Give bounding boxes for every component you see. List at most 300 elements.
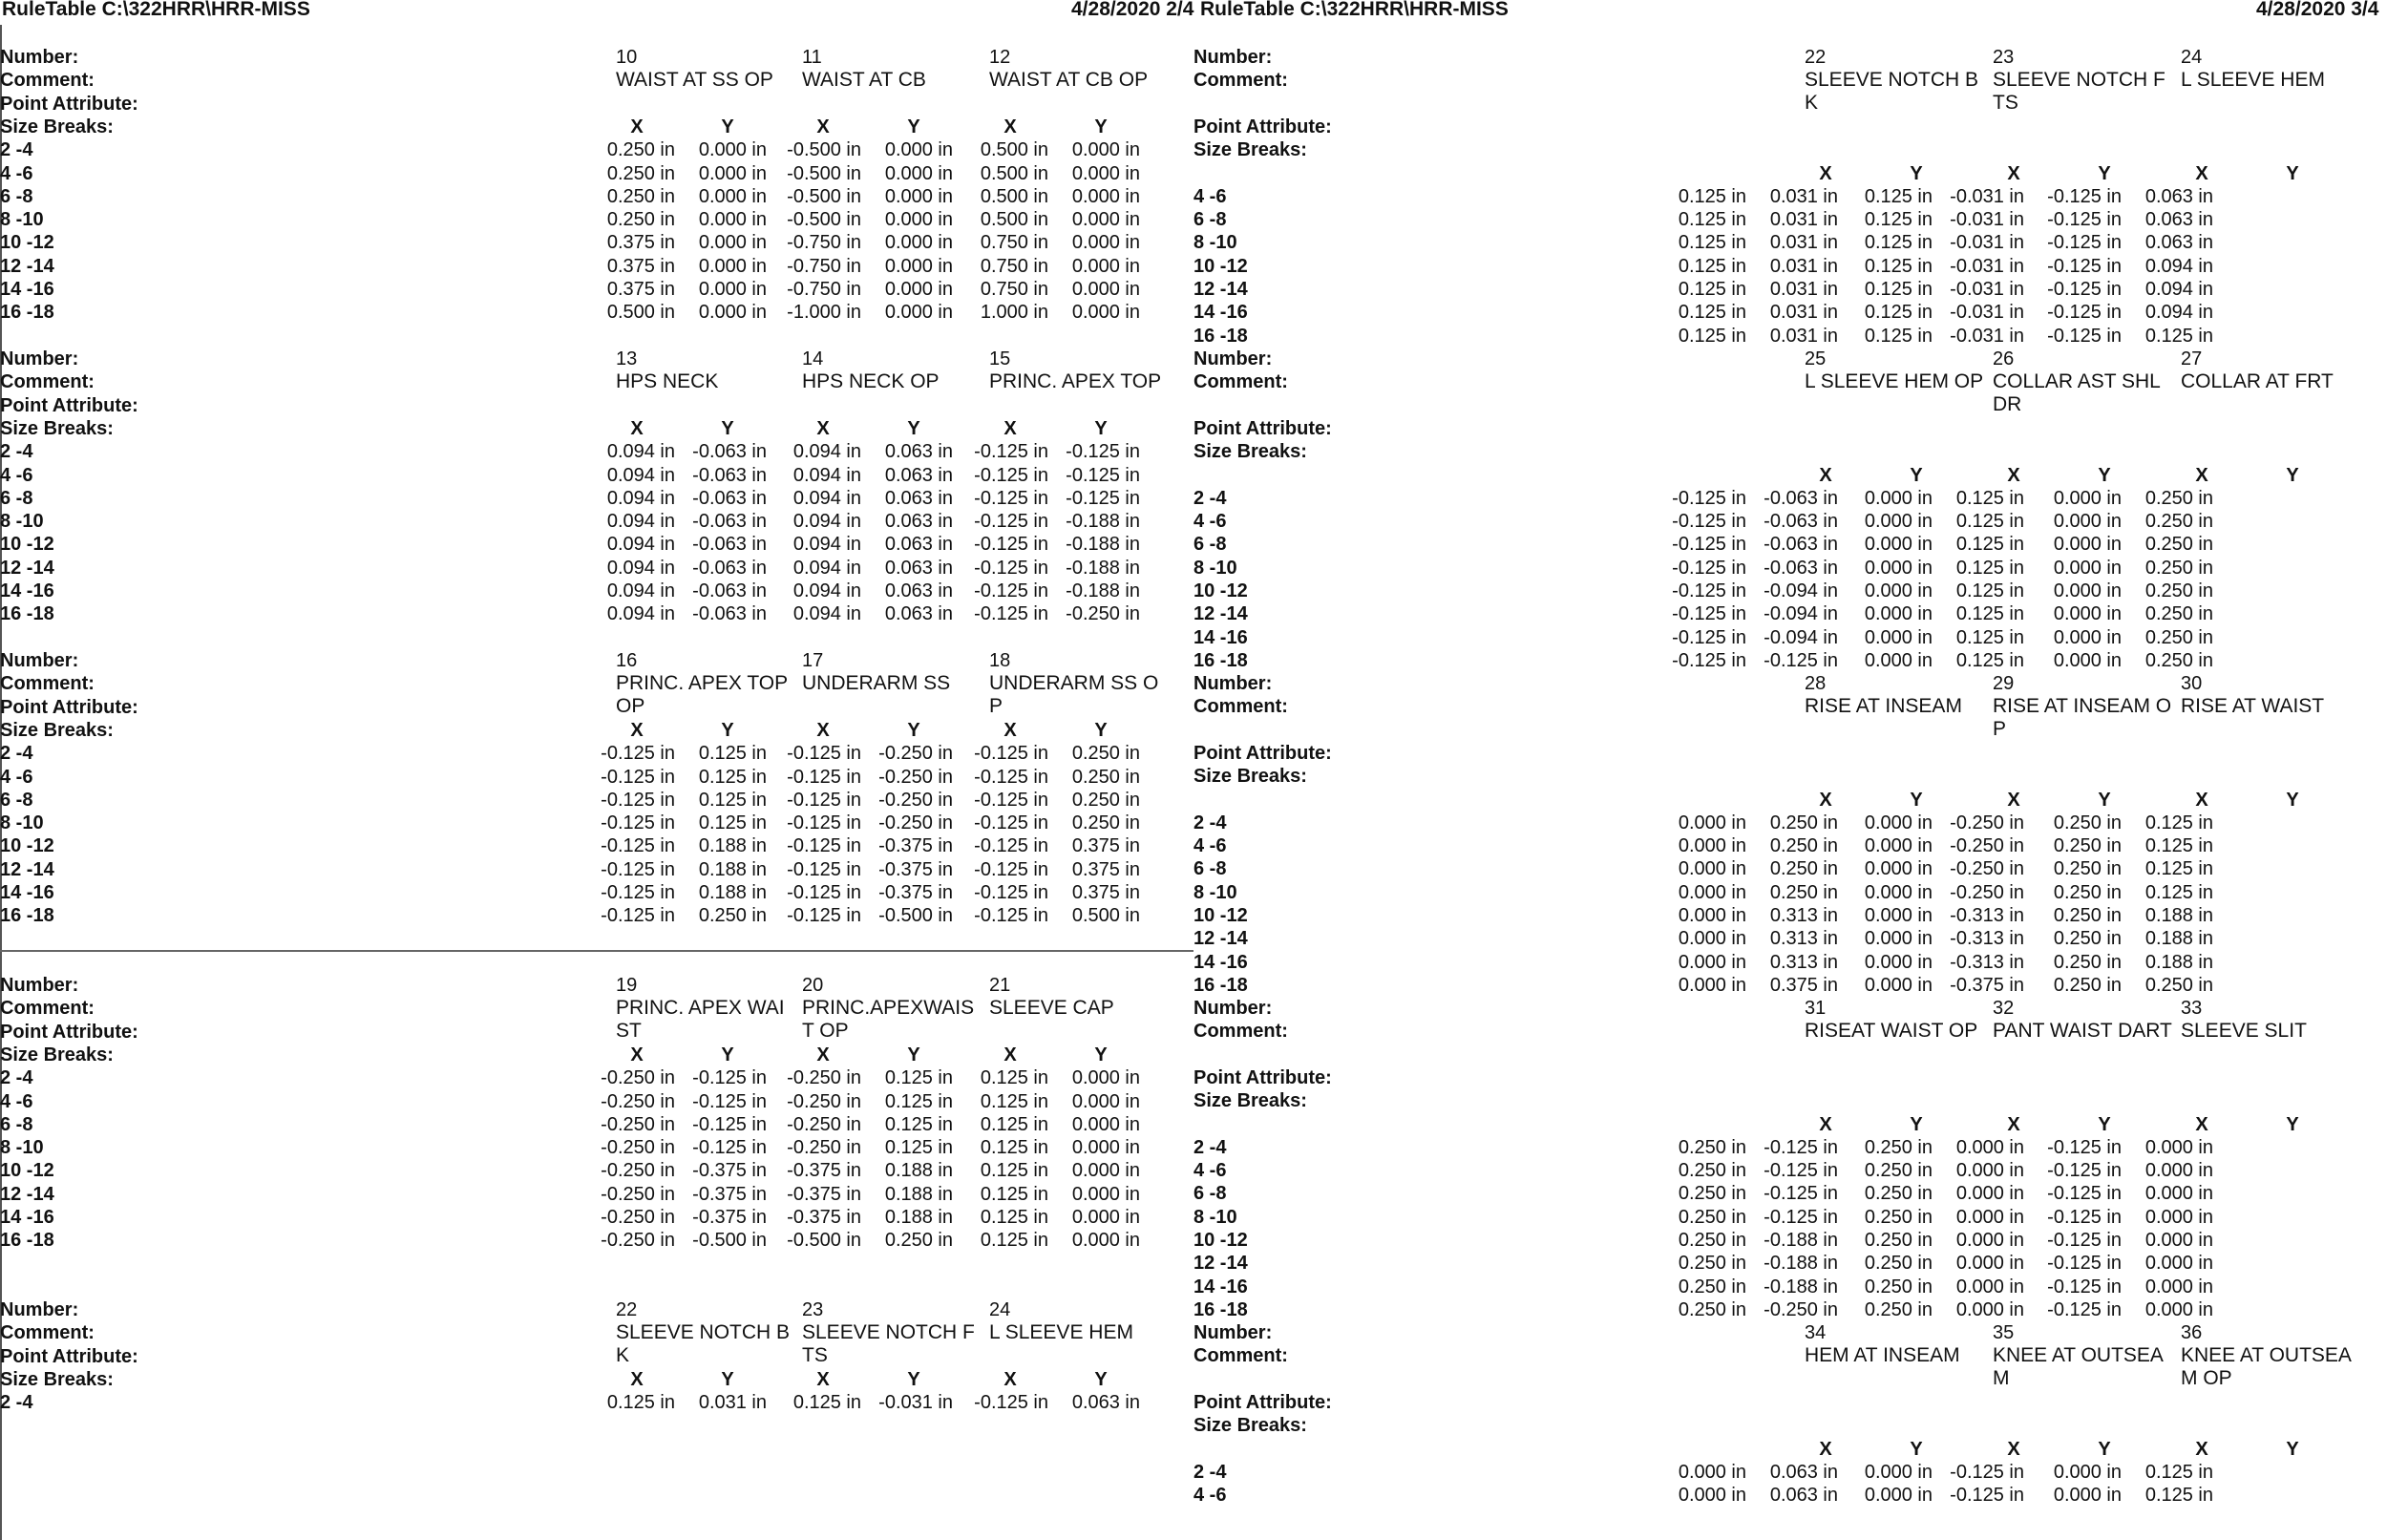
rule-number: 11 — [802, 47, 822, 68]
y-value: 0.000 in — [1071, 1067, 1140, 1089]
y-value: 0.250 in — [2144, 557, 2213, 579]
y-axis-header: Y — [2098, 1438, 2111, 1460]
y-value: 0.000 in — [2144, 1160, 2213, 1182]
x-value: 0.000 in — [1864, 812, 1933, 833]
x-value: 0.000 in — [1864, 603, 1933, 625]
rule-number: 12 — [989, 47, 1011, 68]
x-value: 0.000 in — [1678, 858, 1746, 880]
x-axis-header: X — [1819, 789, 1832, 811]
x-value: 0.000 in — [1864, 626, 1933, 648]
number-label: Number: — [0, 1299, 79, 1320]
y-axis-header: Y — [721, 417, 734, 439]
y-value: -0.125 in — [1764, 649, 1838, 671]
x-value: 0.750 in — [980, 232, 1048, 254]
y-value: 0.000 in — [2144, 1276, 2213, 1297]
x-value: 0.094 in — [792, 441, 861, 463]
x-value: 0.000 in — [2053, 649, 2122, 671]
size-break-label: 4 -6 — [1194, 1485, 1227, 1507]
x-value: 0.094 in — [792, 557, 861, 579]
y-value: -0.125 in — [1066, 441, 1140, 463]
y-value: -0.031 in — [1950, 209, 2024, 231]
x-value: 0.000 in — [1864, 557, 1933, 579]
x-value: 0.094 in — [792, 511, 861, 533]
size-break-label: 14 -16 — [0, 882, 54, 903]
x-value: -0.125 in — [2047, 185, 2122, 207]
rule-number: 23 — [802, 1299, 824, 1320]
size-break-label: 2 -4 — [1194, 487, 1227, 509]
y-value: 0.125 in — [1955, 534, 2024, 556]
x-value: 0.000 in — [1864, 881, 1933, 903]
x-value: -0.250 in — [601, 1160, 675, 1182]
x-value: 0.000 in — [2053, 580, 2122, 601]
x-value: -0.125 in — [2047, 232, 2122, 254]
y-value: -0.250 in — [1950, 881, 2024, 903]
y-value: 0.000 in — [2144, 1298, 2213, 1320]
y-value: 0.000 in — [698, 162, 767, 184]
comment-label: Comment: — [1194, 70, 1288, 92]
point-attribute-label: Point Attribute: — [1194, 417, 1332, 439]
x-value: -0.125 in — [601, 812, 675, 834]
x-value: 0.000 in — [1864, 534, 1933, 556]
y-value: 0.000 in — [1071, 1137, 1140, 1159]
size-break-label: 16 -18 — [1194, 974, 1248, 996]
y-value: 0.188 in — [884, 1183, 953, 1205]
x-value: 0.500 in — [980, 209, 1048, 231]
x-value: -0.125 in — [787, 766, 861, 788]
x-axis-header: X — [2007, 464, 2020, 486]
x-value: 0.250 in — [1864, 1183, 1933, 1205]
y-value: 0.250 in — [1071, 812, 1140, 834]
size-break-label: 4 -6 — [0, 464, 33, 486]
y-value: 0.188 in — [698, 882, 767, 903]
x-value: -0.125 in — [2047, 1253, 2122, 1275]
size-break-label: 6 -8 — [0, 487, 33, 509]
y-value: 0.125 in — [884, 1137, 953, 1159]
y-value: 0.000 in — [698, 232, 767, 254]
size-break-label: 8 -10 — [0, 812, 44, 834]
rule-comment: SLEEVE NOTCH FTS — [802, 1321, 975, 1367]
x-value: 0.250 in — [1678, 1160, 1746, 1182]
y-value: 0.000 in — [1071, 185, 1140, 207]
x-value: -0.125 in — [1672, 534, 1746, 556]
y-value: 0.250 in — [1769, 881, 1838, 903]
y-value: 0.250 in — [2144, 487, 2213, 509]
y-value: 0.250 in — [2144, 580, 2213, 601]
y-value: 0.125 in — [698, 766, 767, 788]
size-break-label: 4 -6 — [1194, 185, 1227, 207]
rule-comment: UNDERARM SS OP — [989, 672, 1159, 718]
x-value: 0.000 in — [2053, 1485, 2122, 1507]
x-value: 0.750 in — [980, 255, 1048, 277]
x-value: -0.125 in — [1672, 557, 1746, 579]
x-value: 0.125 in — [1678, 232, 1746, 254]
y-value: -0.063 in — [692, 487, 767, 509]
y-value: 0.125 in — [2144, 858, 2213, 880]
y-value: -0.063 in — [1764, 534, 1838, 556]
size-break-label: 14 -16 — [1194, 302, 1248, 324]
x-value: 0.250 in — [2053, 905, 2122, 926]
y-value: -0.125 in — [692, 1113, 767, 1135]
x-value: 0.250 in — [606, 209, 675, 231]
x-value: 0.375 in — [606, 279, 675, 300]
y-value: 0.313 in — [1769, 905, 1838, 926]
x-axis-header: X — [2007, 789, 2020, 811]
y-value: 0.000 in — [1071, 279, 1140, 300]
x-value: -0.125 in — [2047, 255, 2122, 277]
x-value: -0.125 in — [787, 743, 861, 765]
y-axis-header: Y — [2098, 162, 2111, 184]
size-break-label: 6 -8 — [1194, 534, 1227, 556]
y-axis-header: Y — [721, 116, 734, 137]
rule-comment: RISE AT INSEAM OP — [1993, 695, 2172, 741]
rule-number: 19 — [616, 975, 638, 996]
x-value: -0.125 in — [2047, 1206, 2122, 1228]
size-break-label: 10 -12 — [0, 1160, 54, 1182]
x-value: -1.000 in — [787, 302, 861, 324]
y-value: -0.500 in — [878, 905, 953, 927]
size-breaks-label: Size Breaks: — [0, 1044, 114, 1065]
y-value: 0.000 in — [2144, 1206, 2213, 1228]
y-value: -0.031 in — [1950, 302, 2024, 324]
x-value: 0.000 in — [1678, 951, 1746, 973]
y-axis-header: Y — [1910, 1113, 1923, 1135]
number-label: Number: — [0, 650, 79, 671]
y-value: 0.125 in — [698, 812, 767, 834]
y-value: 0.000 in — [2144, 1230, 2213, 1251]
x-value: 0.125 in — [1864, 255, 1933, 277]
x-axis-header: X — [1003, 1044, 1017, 1065]
x-value: -0.125 in — [2047, 1276, 2122, 1297]
size-break-label: 2 -4 — [0, 1067, 33, 1089]
rule-number: 15 — [989, 348, 1011, 369]
x-value: 0.250 in — [1864, 1230, 1933, 1251]
page-header-right-date: 4/28/2020 3/4 — [2256, 0, 2379, 20]
x-axis-header: X — [816, 417, 830, 439]
x-axis-header: X — [816, 719, 830, 741]
y-value: 0.000 in — [884, 279, 953, 300]
size-break-label: 10 -12 — [0, 835, 54, 857]
y-value: 0.094 in — [2144, 302, 2213, 324]
x-value: -0.125 in — [601, 858, 675, 880]
y-value: 0.063 in — [2144, 232, 2213, 254]
x-axis-header: X — [2195, 789, 2208, 811]
size-break-label: 10 -12 — [0, 232, 54, 254]
y-value: 0.000 in — [1955, 1298, 2024, 1320]
x-value: 0.094 in — [792, 464, 861, 486]
y-value: 0.250 in — [2144, 534, 2213, 556]
y-value: -0.031 in — [1950, 279, 2024, 300]
y-value: 0.125 in — [1955, 580, 2024, 601]
y-value: 0.125 in — [1955, 649, 2024, 671]
point-attribute-label: Point Attribute: — [0, 1021, 138, 1043]
size-break-label: 16 -18 — [0, 603, 54, 625]
rule-number: 32 — [1993, 998, 2015, 1019]
y-value: -0.500 in — [692, 1230, 767, 1252]
size-break-label: 12 -14 — [0, 858, 54, 880]
x-axis-header: X — [1819, 464, 1832, 486]
x-value: 0.250 in — [1864, 1160, 1933, 1182]
y-value: 0.031 in — [1769, 209, 1838, 231]
size-break-label: 6 -8 — [0, 1113, 33, 1135]
x-value: -0.125 in — [1672, 487, 1746, 509]
x-axis-header: X — [630, 1368, 644, 1390]
size-break-label: 10 -12 — [1194, 580, 1248, 601]
x-value: -0.250 in — [787, 1067, 861, 1089]
x-value: -0.125 in — [974, 835, 1048, 857]
size-breaks-label: Size Breaks: — [1194, 441, 1307, 463]
y-value: 0.250 in — [1769, 858, 1838, 880]
y-value: 0.125 in — [1955, 626, 2024, 648]
y-value: -0.125 in — [1764, 1206, 1838, 1228]
comment-label: Comment: — [1194, 1345, 1288, 1367]
x-axis-header: X — [1003, 116, 1017, 137]
y-value: 0.000 in — [1955, 1160, 2024, 1182]
x-value: 0.250 in — [1864, 1276, 1933, 1297]
x-value: -0.125 in — [974, 766, 1048, 788]
size-breaks-label: Size Breaks: — [0, 719, 114, 741]
x-value: -0.500 in — [787, 185, 861, 207]
rule-comment: COLLAR AT FRT — [2181, 370, 2334, 393]
size-break-label: 10 -12 — [0, 534, 54, 556]
x-value: 0.000 in — [2053, 1461, 2122, 1483]
x-value: 0.250 in — [606, 185, 675, 207]
x-axis-header: X — [2007, 1113, 2020, 1135]
size-breaks-label: Size Breaks: — [0, 116, 114, 137]
x-axis-header: X — [2195, 1113, 2208, 1135]
y-value: -0.250 in — [1066, 603, 1140, 625]
number-label: Number: — [0, 975, 79, 996]
x-value: -0.250 in — [601, 1067, 675, 1089]
rule-number: 20 — [802, 975, 824, 996]
y-value: -0.375 in — [878, 835, 953, 857]
x-value: -0.125 in — [974, 557, 1048, 579]
y-value: 0.000 in — [1955, 1183, 2024, 1205]
size-break-label: 16 -18 — [0, 905, 54, 927]
x-value: 0.000 in — [1864, 858, 1933, 880]
y-value: -0.094 in — [1764, 626, 1838, 648]
size-break-label: 10 -12 — [1194, 905, 1248, 926]
x-axis-header: X — [2195, 1438, 2208, 1460]
y-value: 0.375 in — [1071, 835, 1140, 857]
x-value: 0.250 in — [1864, 1136, 1933, 1158]
y-value: -0.188 in — [1066, 511, 1140, 533]
x-value: -0.125 in — [2047, 1298, 2122, 1320]
y-value: 0.031 in — [1769, 185, 1838, 207]
rule-comment: UNDERARM SS — [802, 672, 951, 695]
y-value: -0.188 in — [1764, 1253, 1838, 1275]
x-value: 0.000 in — [2053, 557, 2122, 579]
y-value: -0.125 in — [692, 1067, 767, 1089]
x-value: 0.000 in — [2053, 534, 2122, 556]
x-value: -0.125 in — [974, 580, 1048, 601]
y-value: 0.250 in — [1071, 766, 1140, 788]
x-axis-header: X — [1003, 719, 1017, 741]
y-value: 0.125 in — [2144, 835, 2213, 857]
rule-comment: KNEE AT OUTSEAM OP — [2181, 1344, 2352, 1390]
number-label: Number: — [1194, 47, 1273, 68]
rule-number: 18 — [989, 650, 1011, 671]
y-value: 0.000 in — [698, 139, 767, 161]
y-value: -0.250 in — [878, 766, 953, 788]
x-value: -0.125 in — [1672, 603, 1746, 625]
x-axis-header: X — [630, 719, 644, 741]
x-value: -0.250 in — [787, 1113, 861, 1135]
x-value: 0.000 in — [2053, 603, 2122, 625]
x-value: -0.250 in — [787, 1137, 861, 1159]
rule-comment: SLEEVE NOTCH BK — [1805, 69, 1979, 115]
y-value: -0.063 in — [1764, 487, 1838, 509]
x-axis-header: X — [2195, 162, 2208, 184]
y-value: 0.250 in — [1769, 812, 1838, 833]
x-value: -0.125 in — [974, 603, 1048, 625]
y-value: 0.000 in — [884, 162, 953, 184]
y-value: -0.031 in — [1950, 185, 2024, 207]
number-label: Number: — [0, 47, 79, 68]
x-value: 0.094 in — [606, 534, 675, 556]
x-axis-header: X — [1819, 162, 1832, 184]
point-attribute-label: Point Attribute: — [1194, 116, 1332, 137]
size-break-label: 14 -16 — [1194, 1276, 1248, 1297]
size-break-label: 12 -14 — [1194, 1253, 1248, 1275]
x-value: 0.000 in — [1678, 881, 1746, 903]
y-value: 0.063 in — [884, 534, 953, 556]
rule-comment: HPS NECK — [616, 370, 719, 393]
x-value: -0.750 in — [787, 232, 861, 254]
rule-number: 14 — [802, 348, 824, 369]
x-value: 0.125 in — [980, 1113, 1048, 1135]
size-break-label: 2 -4 — [1194, 812, 1227, 833]
comment-label: Comment: — [1194, 1021, 1288, 1043]
y-axis-header: Y — [721, 719, 734, 741]
y-value: -0.125 in — [1764, 1183, 1838, 1205]
x-value: 0.250 in — [1864, 1253, 1933, 1275]
y-value: -0.313 in — [1950, 905, 2024, 926]
x-value: -0.500 in — [787, 162, 861, 184]
y-value: 0.000 in — [1071, 1183, 1140, 1205]
x-value: -0.125 in — [1672, 511, 1746, 533]
y-axis-header: Y — [1094, 417, 1108, 439]
x-value: -0.250 in — [601, 1207, 675, 1228]
y-value: 0.125 in — [698, 743, 767, 765]
comment-label: Comment: — [0, 998, 95, 1020]
x-value: -0.125 in — [2047, 1183, 2122, 1205]
rule-comment: SLEEVE SLIT — [2181, 1020, 2307, 1043]
x-value: 0.250 in — [2053, 835, 2122, 857]
x-value: 0.250 in — [1678, 1298, 1746, 1320]
y-value: 0.125 in — [698, 789, 767, 811]
y-value: 0.188 in — [2144, 928, 2213, 950]
y-value: 0.000 in — [884, 232, 953, 254]
x-value: -0.250 in — [787, 1090, 861, 1112]
point-attribute-label: Point Attribute: — [0, 394, 138, 416]
rule-number: 25 — [1805, 348, 1827, 369]
y-value: 0.063 in — [884, 441, 953, 463]
y-value: -0.031 in — [1950, 232, 2024, 254]
y-value: -0.313 in — [1950, 928, 2024, 950]
x-value: -0.125 in — [601, 905, 675, 927]
y-value: -0.125 in — [692, 1137, 767, 1159]
size-break-label: 14 -16 — [1194, 626, 1248, 648]
y-axis-header: Y — [1094, 116, 1108, 137]
y-value: 0.031 in — [1769, 232, 1838, 254]
x-value: 0.000 in — [1864, 928, 1933, 950]
y-axis-header: Y — [1094, 1044, 1108, 1065]
y-value: 0.094 in — [2144, 279, 2213, 300]
x-value: 0.250 in — [2053, 974, 2122, 996]
y-axis-header: Y — [2286, 1438, 2299, 1460]
rule-comment: RISE AT WAIST — [2181, 695, 2325, 718]
x-value: -0.125 in — [2047, 1230, 2122, 1251]
rule-comment: KNEE AT OUTSEAM — [1993, 1344, 2164, 1390]
size-breaks-label: Size Breaks: — [0, 417, 114, 439]
y-value: 0.000 in — [698, 255, 767, 277]
x-value: 0.125 in — [1864, 232, 1933, 254]
x-value: 0.250 in — [2053, 928, 2122, 950]
number-label: Number: — [1194, 1322, 1273, 1343]
y-value: 0.000 in — [1955, 1230, 2024, 1251]
x-value: -0.375 in — [787, 1183, 861, 1205]
y-value: -0.375 in — [692, 1160, 767, 1182]
y-axis-header: Y — [1910, 789, 1923, 811]
x-value: -0.500 in — [787, 1230, 861, 1252]
rule-comment: PRINC.APEXWAIST OP — [802, 997, 975, 1043]
x-value: 0.125 in — [1864, 209, 1933, 231]
size-break-label: 16 -18 — [1194, 649, 1248, 671]
rule-number: 24 — [989, 1299, 1011, 1320]
x-value: 0.094 in — [606, 603, 675, 625]
y-value: 0.063 in — [2144, 209, 2213, 231]
x-axis-header: X — [816, 116, 830, 137]
y-value: -0.250 in — [1950, 835, 2024, 857]
x-value: 0.125 in — [980, 1183, 1048, 1205]
y-value: -0.188 in — [1764, 1230, 1838, 1251]
x-value: 0.250 in — [1678, 1206, 1746, 1228]
rule-number: 35 — [1993, 1322, 2015, 1343]
rule-number: 28 — [1805, 673, 1827, 694]
x-axis-header: X — [816, 1044, 830, 1065]
y-value: 0.000 in — [698, 302, 767, 324]
x-value: 1.000 in — [980, 302, 1048, 324]
y-value: -0.063 in — [1764, 511, 1838, 533]
y-value: 0.000 in — [2144, 1136, 2213, 1158]
y-value: 0.094 in — [2144, 255, 2213, 277]
y-value: 0.250 in — [2144, 511, 2213, 533]
y-value: 0.125 in — [1955, 487, 2024, 509]
x-value: 0.125 in — [1678, 209, 1746, 231]
rule-comment: PRINC. APEX TOP OP — [616, 672, 788, 718]
y-value: -0.063 in — [692, 464, 767, 486]
x-value: 0.000 in — [1864, 835, 1933, 857]
y-value: 0.063 in — [1769, 1485, 1838, 1507]
x-value: -0.125 in — [974, 882, 1048, 903]
y-value: -0.375 in — [878, 858, 953, 880]
x-value: 0.000 in — [2053, 487, 2122, 509]
rule-number: 10 — [616, 47, 638, 68]
rule-comment: SLEEVE NOTCH BK — [616, 1321, 791, 1367]
rule-number: 27 — [2181, 348, 2203, 369]
x-value: 0.250 in — [2053, 881, 2122, 903]
y-axis-header: Y — [721, 1044, 734, 1065]
y-axis-header: Y — [1910, 162, 1923, 184]
y-value: 0.000 in — [884, 139, 953, 161]
size-break-label: 2 -4 — [0, 139, 33, 161]
page-header-left-title: RuleTable C:\322HRR\HRR-MISS — [2, 0, 310, 20]
y-value: 0.000 in — [1071, 255, 1140, 277]
size-break-label: 6 -8 — [1194, 209, 1227, 231]
y-value: 0.375 in — [1071, 882, 1140, 903]
x-value: 0.000 in — [1864, 487, 1933, 509]
rule-comment: HEM AT INSEAM — [1805, 1344, 1960, 1367]
